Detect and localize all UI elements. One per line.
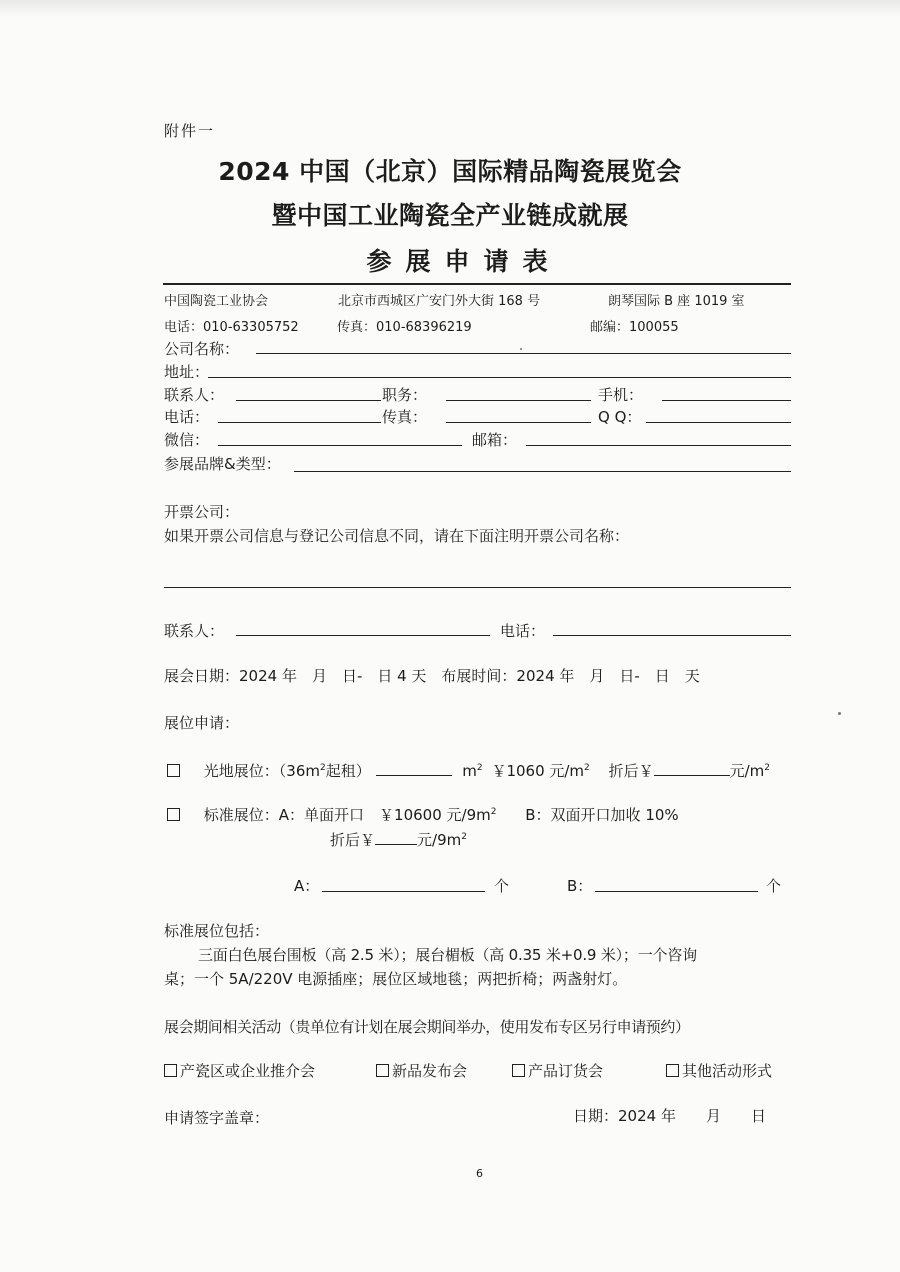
form-title-line3: 参展申请表 — [366, 247, 562, 276]
raw-space-checkbox[interactable] — [167, 764, 180, 777]
raw-space-unit-sup: 2 — [476, 763, 483, 773]
address-field[interactable] — [208, 377, 791, 378]
includes-line1: 三面白色展台围板（高 2.5 米）；展台楣板（高 0.35 米+0.9 米）；一个咨询 — [198, 946, 697, 964]
invoice-company-field[interactable] — [164, 587, 791, 588]
includes-heading: 标准展位包括： — [164, 922, 270, 940]
raw-space-area-field[interactable] — [376, 759, 452, 776]
activity-option-label: 新品发布会 — [392, 1062, 468, 1080]
booth-b-label: B： — [567, 877, 593, 895]
position-field[interactable] — [446, 400, 591, 401]
raw-space-discount-unit: 元/m — [729, 762, 765, 780]
position-label: 职务： — [382, 386, 428, 404]
standard-booth-checkbox[interactable] — [167, 808, 180, 821]
brand-type-field[interactable] — [294, 471, 791, 472]
standard-discount-row — [330, 828, 467, 850]
raw-space-discount-sup: 2 — [764, 763, 770, 773]
mobile-field[interactable] — [662, 400, 791, 401]
activity-checkbox[interactable] — [376, 1064, 389, 1077]
organizer-phone: 电话：010-63305752 — [164, 320, 299, 335]
organizer-name: 中国陶瓷工业协会 — [164, 294, 269, 309]
booth-heading: 展位申请： — [164, 714, 240, 732]
phone-field[interactable] — [218, 422, 381, 423]
standard-booth-row — [167, 804, 679, 825]
raw-space-label-sup: 2 — [319, 763, 326, 773]
invoice-heading: 开票公司： — [164, 503, 240, 521]
activity-checkbox[interactable] — [666, 1064, 679, 1077]
standard-discount-label: 折后￥ — [330, 831, 376, 849]
address-label: 地址： — [164, 363, 210, 381]
fax-label: 传真： — [382, 408, 428, 426]
raw-space-discount-label: 折后￥ — [608, 762, 654, 780]
email-field[interactable] — [526, 445, 791, 446]
header-divider — [163, 283, 791, 285]
invoice-phone-label: 电话： — [500, 622, 546, 640]
raw-space-unit: m — [462, 762, 477, 780]
organizer-address: 北京市西城区广安门外大街 168 号 — [338, 294, 541, 309]
standard-discount-field[interactable] — [375, 828, 417, 845]
brand-type-label: 参展品牌&类型： — [164, 455, 281, 473]
activity-option-0[interactable] — [164, 1060, 315, 1081]
invoice-note: 如果开票公司信息与登记公司信息不同，请在下面注明开票公司名称： — [164, 527, 630, 545]
standard-booth-b: B：双面开口加收 10% — [525, 806, 679, 824]
activity-option-label: 产品订货会 — [528, 1062, 604, 1080]
booth-a-count-field[interactable] — [322, 891, 485, 892]
invoice-contact-field[interactable] — [236, 635, 490, 636]
activity-option-2[interactable] — [512, 1060, 603, 1081]
wechat-label: 微信： — [164, 431, 210, 449]
booth-a-unit: 个 — [494, 877, 510, 895]
email-label: 邮箱： — [472, 431, 518, 449]
qq-label: Q Q： — [598, 408, 642, 426]
organizer-postcode: 邮编：100055 — [590, 320, 679, 335]
page-number: 6 — [476, 1167, 483, 1180]
signature-date: 日期：2024 年 月 日 — [573, 1107, 766, 1125]
activity-option-1[interactable] — [376, 1060, 467, 1081]
activities-heading: 展会期间相关活动（贵单位有计划在展会期间举办，使用发布专区另行申请预约） — [164, 1018, 690, 1036]
includes-line2: 桌；一个 5A/220V 电源插座；展位区域地毯；两把折椅；两盏射灯。 — [164, 970, 628, 988]
signature-label: 申请签字盖章： — [164, 1109, 270, 1127]
scan-speck — [838, 712, 841, 715]
qq-field[interactable] — [646, 422, 791, 423]
booth-b-unit: 个 — [766, 877, 782, 895]
raw-space-price: ￥1060 元/m — [491, 762, 585, 780]
raw-space-row — [167, 759, 770, 781]
activity-option-label: 其他活动形式 — [682, 1062, 773, 1080]
exhibition-dates: 展会日期：2024 年 月 日- 日 4 天 布展时间：2024 年 月 日- 日 天 — [164, 667, 700, 685]
attachment-label: 附件一 — [164, 122, 216, 140]
invoice-contact-label: 联系人： — [164, 622, 225, 640]
raw-space-label-end: 起租） — [325, 762, 371, 780]
organizer-fax: 传真：010-68396219 — [337, 320, 472, 335]
raw-space-price-sup: 2 — [584, 763, 590, 773]
company-name-label: 公司名称： — [164, 340, 240, 358]
company-name-field[interactable] — [256, 353, 791, 354]
raw-space-label: 光地展位：（36m — [203, 762, 320, 780]
activity-checkbox[interactable] — [512, 1064, 525, 1077]
phone-label: 电话： — [164, 408, 210, 426]
booth-a-label: A： — [294, 877, 320, 895]
activity-checkbox[interactable] — [164, 1064, 177, 1077]
form-title-line1: 2024 中国（北京）国际精品陶瓷展览会 — [218, 157, 682, 186]
standard-discount-sup: 2 — [461, 832, 467, 842]
activity-option-3[interactable] — [666, 1060, 772, 1081]
contact-field[interactable] — [236, 400, 381, 401]
wechat-field[interactable] — [218, 445, 462, 446]
raw-space-discount-field[interactable] — [654, 759, 730, 776]
standard-booth-label: 标准展位：A：单面开口 ￥10600 元/9m — [203, 806, 491, 824]
invoice-phone-field[interactable] — [553, 635, 791, 636]
standard-booth-sup: 2 — [490, 807, 497, 817]
organizer-address-room: 朗琴国际 B 座 1019 室 — [608, 294, 745, 309]
standard-discount-unit: 元/9m — [417, 831, 462, 849]
scan-speck — [520, 348, 522, 350]
page-edge-shadow — [0, 0, 900, 18]
form-title-line2: 暨中国工业陶瓷全产业链成就展 — [271, 201, 629, 230]
fax-field[interactable] — [446, 422, 591, 423]
booth-b-count-field[interactable] — [595, 891, 758, 892]
mobile-label: 手机： — [598, 386, 644, 404]
contact-label: 联系人： — [164, 386, 225, 404]
activity-option-label: 产瓷区或企业推介会 — [180, 1062, 316, 1080]
